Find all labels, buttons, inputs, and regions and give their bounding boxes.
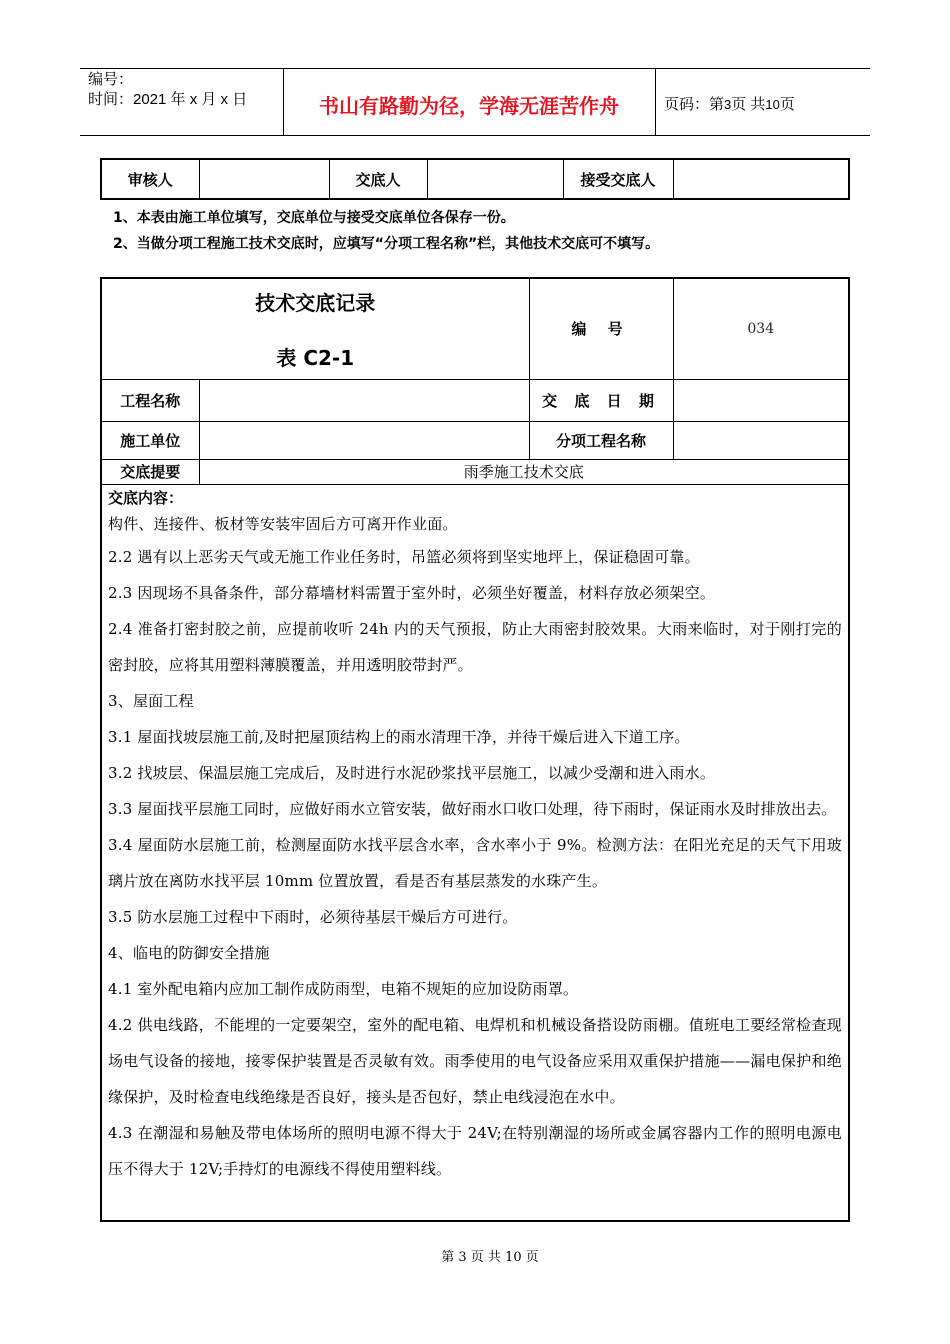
content-row — [101, 484, 849, 1221]
doc-number-label: 编号： — [88, 71, 134, 88]
content-paragraph: 构件、连接件、板材等安装牢固后方可离开作业面。 — [108, 514, 458, 533]
content-paragraph: 2.4 准备打密封胶之前，应提前收听 24h 内的天气预报，防止大雨密封胶效果。大雨来临时，对于刚打完的密封胶，应将其用塑料薄膜覆盖，并用透明胶带封严。 — [108, 619, 842, 674]
form-notes — [113, 205, 659, 257]
header-page-indicator — [664, 93, 795, 114]
content-paragraph: 3.2 找坡层、保温层施工完成后，及时进行水泥砂浆找平层施工，以减少受潮和进入雨水。 — [108, 763, 716, 782]
content-paragraph: 3.5 防水层施工过程中下雨时，必须待基层干燥后方可进行。 — [108, 907, 518, 926]
content-paragraph: 3.3 屋面找平层施工同时，应做好雨水立管安装，做好雨水口收口处理，待下雨时，保证雨水及时排放出去。 — [108, 799, 837, 818]
record-title-cell — [101, 278, 529, 379]
contractor-row — [101, 421, 849, 459]
project-name-field[interactable] — [199, 379, 529, 421]
reviewer-field[interactable] — [199, 159, 329, 199]
content-paragraph: 3、屋面工程 — [108, 691, 194, 710]
signature-table — [100, 158, 850, 200]
header-meta — [88, 70, 247, 110]
record-number-label: 编 号 — [529, 278, 673, 379]
subproject-field[interactable] — [673, 421, 849, 459]
receiver-field[interactable] — [673, 159, 849, 199]
content-paragraph: 3.4 屋面防水层施工前，检测屋面防水找平层含水率，含水率小于 9%。检测方法：在阳光充足的天气下用玻璃片放在离防水找平层 10mm 位置放置，看是否有基层蒸发的水珠产生。 — [108, 835, 842, 890]
page-prefix: 页码：第 — [664, 96, 725, 113]
page-mid: 页 共 — [731, 96, 766, 113]
header-divider — [655, 68, 656, 135]
summary-field[interactable]: 雨季施工技术交底 — [199, 459, 849, 484]
page-number: 3 — [724, 97, 732, 112]
record-table — [100, 277, 850, 1222]
content-paragraph: 4、临电的防御安全措施 — [108, 943, 270, 962]
content-paragraph: 4.3 在潮湿和易触及带电体场所的照明电源不得大于 24V;在特别潮湿的场所或金属容器内工作的照明电源电压不得大于 12V;手持灯的电源线不得使用塑料线。 — [108, 1123, 842, 1178]
summary-row — [101, 459, 849, 484]
disclosure-date-field[interactable] — [673, 379, 849, 421]
record-title: 技术交底记录 — [255, 290, 376, 315]
record-title-row — [101, 278, 849, 379]
note-line: 2、当做分项工程施工技术交底时，应填写“分项工程名称”栏，其他技术交底可不填写。 — [113, 236, 660, 252]
page-footer: 第 3 页 共 10 页 — [441, 1250, 539, 1265]
content-paragraph: 4.1 室外配电箱内应加工制作成防雨型，电箱不规矩的应加设防雨罩。 — [108, 979, 579, 998]
note-line: 1、本表由施工单位填写，交底单位与接受交底单位各保存一份。 — [113, 210, 515, 226]
content-paragraph: 2.2 遇有以上恶劣天气或无施工作业任务时，吊篮必须将到坚实地坪上，保证稳固可靠。 — [108, 547, 700, 566]
page-total: 10 — [765, 97, 780, 112]
project-name-label: 工程名称 — [101, 379, 199, 421]
discloser-label: 交底人 — [329, 159, 427, 199]
content-paragraph: 2.3 因现场不具备条件，部分幕墙材料需置于室外时，必须坐好覆盖，材料存放必须架空。 — [108, 583, 716, 602]
subproject-label: 分项工程名称 — [529, 421, 673, 459]
summary-label: 交底提要 — [101, 459, 199, 484]
content-paragraph: 3.1 屋面找坡层施工前,及时把屋顶结构上的雨水清理干净，并待干燥后进入下道工序。 — [108, 727, 690, 746]
header-motto: 书山有路勤为径，学海无涯苦作舟 — [319, 94, 619, 118]
page-suffix: 页 — [779, 96, 795, 113]
project-row — [101, 379, 849, 421]
content-cell — [101, 484, 849, 1221]
header-bottom-rule — [80, 135, 870, 136]
contractor-field[interactable] — [199, 421, 529, 459]
content-paragraph: 4.2 供电线路，不能埋的一定要架空，室外的配电箱、电焊机和机械设备搭设防雨棚。值班电工要经常检查现场电气设备的接地，接零保护装置是否灵敏有效。雨季使用的电气设备应采用双重保护措施——漏电保护和绝缘保护，及时检查电线绝缘是否良好，接头是否包好，禁止电线浸泡在水中。 — [108, 1015, 842, 1106]
record-form-code: 表 C2-1 — [276, 345, 355, 370]
header-top-rule — [80, 68, 870, 69]
content-label: 交底内容： — [108, 488, 184, 507]
signature-row — [101, 159, 849, 199]
contractor-label: 施工单位 — [101, 421, 199, 459]
doc-time: 时间：2021 年 x 月 x 日 — [88, 91, 248, 108]
discloser-field[interactable] — [427, 159, 563, 199]
disclosure-date-label: 交 底 日 期 — [529, 379, 673, 421]
record-number-value[interactable]: 034 — [673, 278, 849, 379]
reviewer-label: 审核人 — [101, 159, 199, 199]
receiver-label: 接受交底人 — [563, 159, 673, 199]
